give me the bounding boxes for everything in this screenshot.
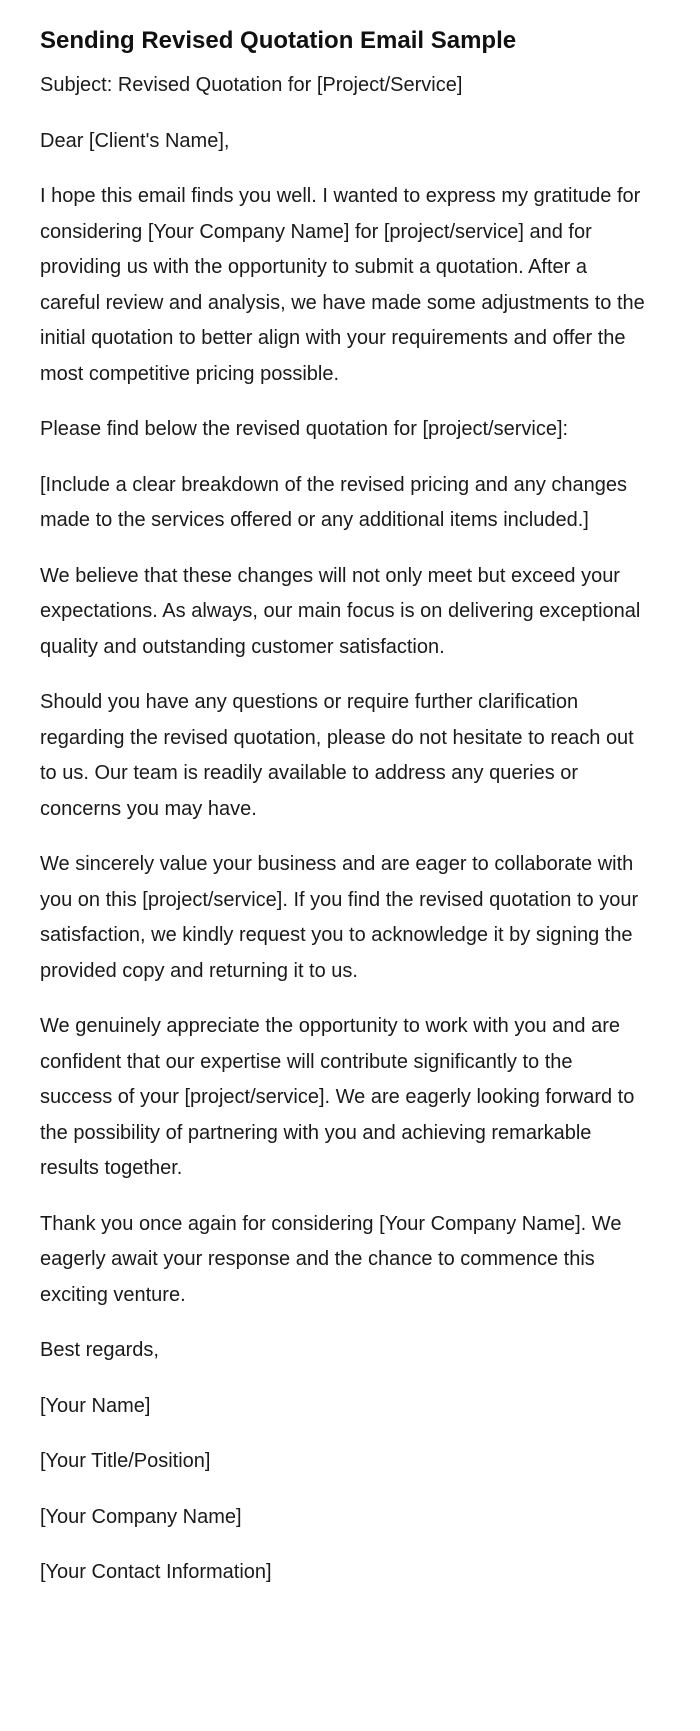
signature-company: [Your Company Name]	[40, 1505, 242, 1528]
email-greeting: Dear [Client's Name],	[40, 129, 230, 152]
email-signoff: Best regards,	[40, 1339, 159, 1361]
body-paragraph-expectations: We believe that these changes will not only meet but exceed your expectations. As always, our main focus is on delivering exceptional quality and outstanding customer satisfaction.	[40, 564, 641, 658]
body-paragraph-acknowledge: We sincerely value your business and are eager to collaborate with you on this [project/service]. If you find the revised quotation to your satisfaction, we kindly request you to acknowledge it by signing the provided copy and returning it to us.	[40, 853, 639, 982]
body-paragraph-intro: I hope this email finds you well. I wanted to express my gratitude for considering [Your Company Name] for [project/service] and for providing us with the opportunity to submit a quotation. After a careful review and analysis, we have made some adjustments to the initial quotation to better align with your requirements and offer the most competitive pricing possible.	[40, 185, 645, 385]
document-title: Sending Revised Quotation Email Sample	[40, 27, 517, 54]
body-paragraph-breakdown: [Include a clear breakdown of the revised pricing and any changes made to the services offered or any additional items included.]	[40, 473, 628, 531]
body-paragraph-questions: Should you have any questions or require further clarification regarding the revised quotation, please do not hesitate to reach out to us. Our team is readily available to address any queries or concerns you may have.	[40, 691, 634, 820]
body-paragraph-appreciation: We genuinely appreciate the opportunity to work with you and are confident that our expertise will contribute significantly to the success of your [project/service]. We are eagerly looking forward to the possibility of partnering with you and achieving remarkable results together.	[40, 1015, 635, 1179]
body-paragraph-quotation-intro: Please find below the revised quotation for [project/service]:	[40, 418, 569, 440]
email-document	[40, 24, 650, 1611]
signature-name: [Your Name]	[40, 1394, 151, 1417]
signature-contact: [Your Contact Information]	[40, 1561, 272, 1583]
signature-position: [Your Title/Position]	[40, 1450, 211, 1472]
email-subject: Subject: Revised Quotation for [Project/Service]	[40, 74, 463, 96]
body-paragraph-closing: Thank you once again for considering [Your Company Name]. We eagerly await your response and the chance to commence this exciting venture.	[40, 1212, 622, 1306]
